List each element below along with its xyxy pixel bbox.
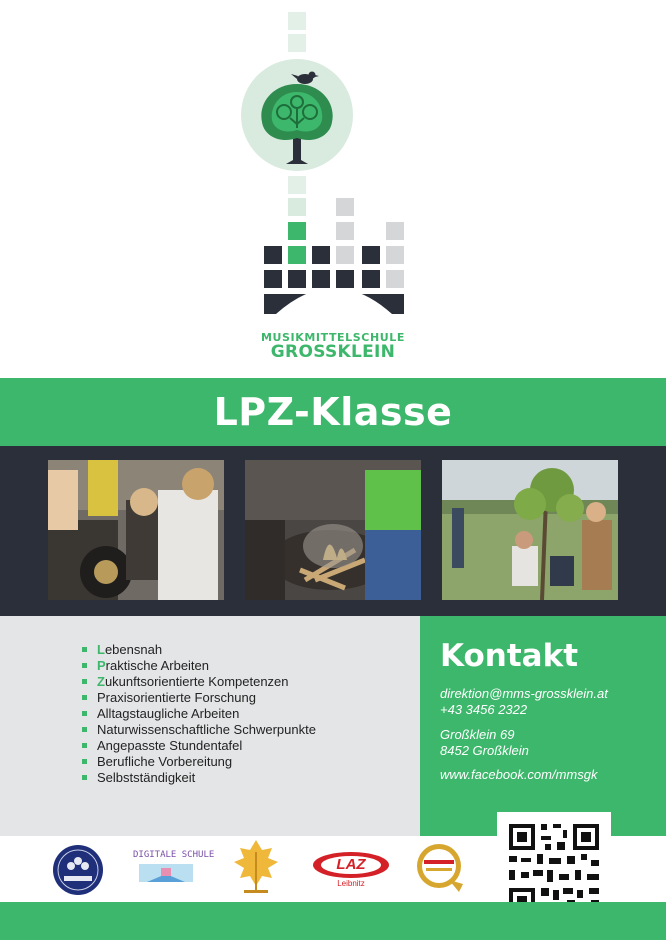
list-item: Berufliche Vorbereitung — [82, 753, 316, 769]
bullet-icon — [82, 775, 87, 780]
bullet-icon — [82, 743, 87, 748]
contact-panel — [420, 616, 666, 836]
bullet-icon — [82, 679, 87, 684]
bullet-icon — [82, 647, 87, 652]
bullet-icon — [82, 663, 87, 668]
tree-planting-photo — [442, 460, 618, 600]
msd-seal-logo — [52, 844, 104, 896]
bullet-icon — [82, 759, 87, 764]
logo-area — [0, 0, 666, 378]
list-item: Naturwissenschaftliche Schwerpunkte — [82, 721, 316, 737]
naturpark-schule-logo — [232, 838, 280, 898]
facebook-link[interactable]: www.facebook.com/mmsgk — [440, 767, 598, 782]
bullet-icon — [82, 727, 87, 732]
campfire-photo — [245, 460, 421, 600]
list-item: P raktische Arbeiten — [82, 657, 316, 673]
workshop-photo — [48, 460, 224, 600]
digitale-schule-logo: DIGITALE SCHULE — [133, 850, 199, 890]
list-item: Z ukunftsorientierte Kompetenzen — [82, 673, 316, 689]
school-name-line1: MUSIKMITTELSCHULE — [260, 331, 406, 344]
list-item: L ebensnah — [82, 641, 316, 657]
bullet-icon — [82, 711, 87, 716]
list-item: Angepasste Stundentafel — [82, 737, 316, 753]
school-name-line2: GROSSKLEIN — [270, 342, 396, 362]
school-logo — [0, 0, 666, 378]
photo-strip — [0, 446, 666, 616]
page-title: LPZ-Klasse — [213, 390, 453, 434]
title-banner — [0, 378, 666, 446]
feature-list — [82, 641, 316, 785]
list-item: Praxisorientierte Forschung — [82, 689, 316, 705]
laz-leibnitz-logo: LAZ Leibnitz — [311, 850, 391, 890]
bottom-bar — [0, 902, 666, 940]
list-item: Selbstständigkeit — [82, 769, 316, 785]
features-panel — [0, 616, 420, 836]
phone-link[interactable]: +43 3456 2322 — [440, 702, 528, 717]
email-link[interactable]: direktion@mms-grossklein.at — [440, 686, 608, 701]
address-line2: 8452 Großklein — [440, 743, 529, 758]
list-item: Alltagstaugliche Arbeiten — [82, 705, 316, 721]
address-line1: Großklein 69 — [440, 727, 515, 742]
contact-title: Kontakt — [440, 638, 579, 674]
bullet-icon — [82, 695, 87, 700]
schulsport-guetesiegel-logo — [415, 842, 467, 896]
